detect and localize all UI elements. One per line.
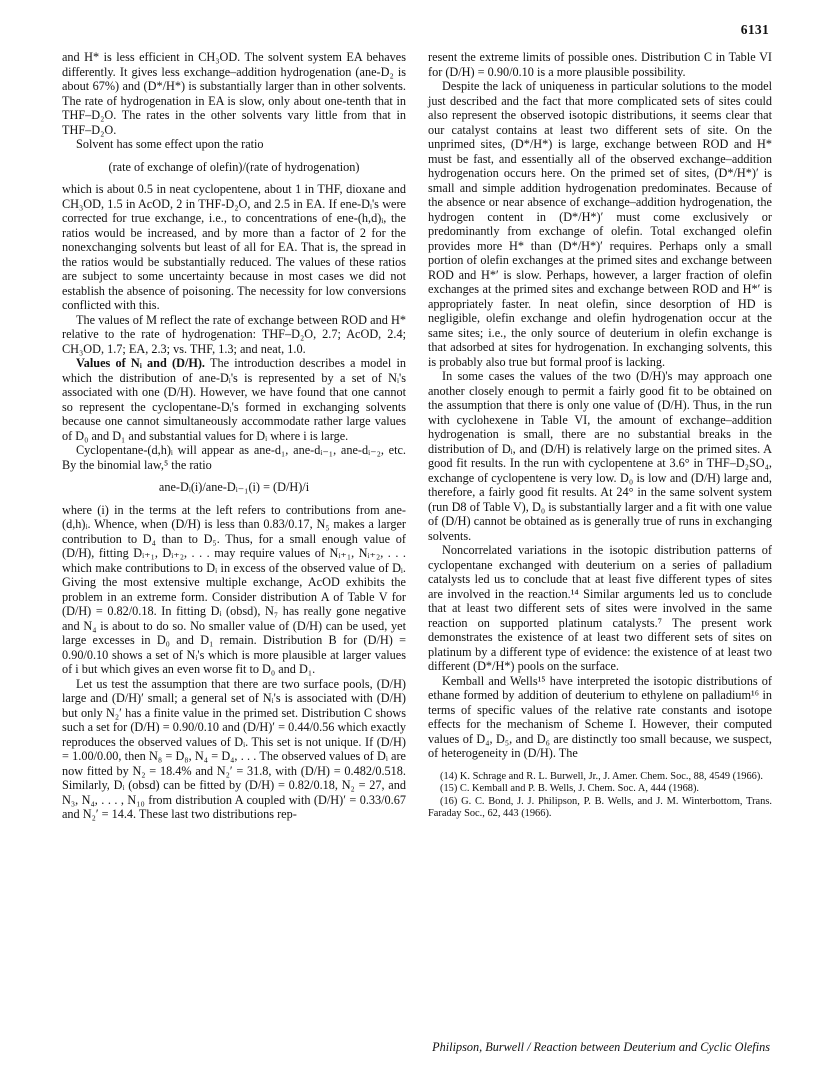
paragraph-text: The values of M reflect the rate of exchange between ROD and H* relative to the rate of hydrogenation: THF–D₂O, 2.7; AcOD, 2.4; CH₃OD, 1.7; EA, 2.3; vs. THF, 1.3; and neat, 1.0.	[62, 312, 406, 356]
page-number: 6131	[740, 22, 769, 37]
paragraph-text: Noncorrelated variations in the isotopic distribution patterns of cyclopentane exchanged with deuterium on a series of palladium catalysts led us to conclude that at least five different types of sites are involved in the reaction.¹⁴ Similar arguments led us to conclude that at least two different sets of sites were involved in the same reaction on supported platinum catalysts.⁷ The present work demonstrates the existence of at least two different sets of sites on platinum by a different type of evidence: the existence of at least two different (D*/H*) pools on the surface.	[428, 543, 772, 673]
paragraph-continued	[62, 50, 406, 137]
paragraph	[428, 369, 772, 543]
paragraph-text: The introduction describes a model in which the distribution of ane-Dᵢ's is represented by a set of Nᵢ's associated with one (D/H). However, we have found that one cannot so represent the cyclopentane-Dᵢ's formed in exchanging solvents because one cannot simultaneously accommodate rather large values of D₀ and D₁ and substantial values for Dᵢ where i is large.	[62, 356, 406, 443]
paragraph-text: resent the extreme limits of possible ones. Distribution C in Table VI for (D/H) = 0.90/0.10 is a more plausible possibility.	[428, 50, 772, 79]
display-equation	[62, 480, 406, 495]
paragraph-text: which is about 0.5 in neat cyclopentene, about 1 in THF, dioxane and CH₃OD, 1.5 in AcOD, 2 in THF-D₂O, and 2.5 in EA. If ene-Dᵢ's were corrected for true exchange, i.e., to concentrations of ene-(h,d)ᵢ, the ratios would be increased, and by more than a factor of 2 for the nonexchanging solvents but least of all for EA. That is, the spread in the ratios would be substantially reduced. The values of these ratios are subject to some uncertainty because in most cases we did not establish the absence of poisoning. The necessity for low conversions conflicted with this.	[62, 182, 406, 312]
paragraph-text: In some cases the values of the two (D/H)'s may approach one another closely enough to permit a fairly good fit to be obtained on the assumption that there is only one value of (D/H). Thus, in the run with cyclohexene in Table VI, the amount of exchange–addition hydrogenation is small, there are no substantial breaks in the distribution of Dᵢ, and (D/H) is relatively large on the primed sites. A good fit results. In the run with cyclopentene at 3.6° in THF–D₂SO₄, exchange of cyclopentene is very low. D₀ is low and (D/H) large and, therefore, a fairly good fit results. At 24° in the same solvent system (run D8 of Table V), D₀ is substantially larger and a fit with one value of (D/H) cannot be obtained as is generally true of runs in exchanging solvents.	[428, 369, 772, 543]
footnote: (16) G. C. Bond, J. J. Philipson, P. B. Wells, and J. M. Winterbottom, Trans. Faraday Soc., 62, 443 (1966).	[428, 795, 772, 820]
paragraph-text: where (i) in the terms at the left refers to contributions from ane-(d,h)ᵢ. Whence, when (D/H) is less than 0.83/0.17, N₅ makes a larger contribution to D₄ than to D₅. Thus, for a small enough value of (D/H), fitting Dᵢ₊₁, Dᵢ₊₂, . . . may require values of Nᵢ₊₁, Nᵢ₊₂, . . . which make contributions to Dᵢ in excess of the observed value of Dᵢ. Giving the most extensive multiple exchange, AcOD exhibits the problem in an extreme form. Consider distribution A of Table V for (D/H) = 0.82/0.18. In fitting Dᵢ (obsd), N₇ has really gone negative and N₄ is about to do so. No smaller value of (D/H) can be used, yet large excesses in D₀ and D₁ remain. Distribution B for (D/H) = 0.90/0.10 shows a set of Nᵢ's which is more plausible at larger values of i but which gives an even worse fit to D₀ and D₁.	[62, 502, 406, 676]
paragraph	[428, 674, 772, 761]
paragraph-text: Kemball and Wells¹⁵ have interpreted the isotopic distributions of ethane formed by addition of deuterium to ethylene on palladium¹⁶ in terms of specific values of the relative rate constants and isotope effects for the mechanism of Scheme I. However, their computed values of D₄, D₅, and D₆ are distinctly too small because, we suspect, of heterogeneity in (D/H). The	[428, 673, 772, 760]
paragraph-text: Cyclopentane-(d,h)ᵢ will appear as ane-d₁, ane-dᵢ₋₁, ane-dᵢ₋₂, etc. By the binomial law,⁵ the ratio	[62, 443, 406, 472]
paragraph	[62, 677, 406, 822]
paragraph-text: Solvent has some effect upon the ratio	[76, 137, 264, 151]
paragraph-text: ane-Dᵢ(i)/ane-Dᵢ₋₁(i) = (D/H)/i	[158, 480, 310, 494]
paragraph-continued	[62, 182, 406, 313]
section-heading: Values of Nᵢ and (D/H).	[76, 356, 205, 370]
footnote: (15) C. Kemball and P. B. Wells, J. Chem. Soc. A, 444 (1968).	[440, 783, 700, 795]
paragraph	[428, 79, 772, 369]
footnotes	[428, 771, 772, 821]
paragraph-text: Despite the lack of uniqueness in particular solutions to the model just described and the fact that more complicated sets of sites could also represent the observed isotopic distributions, it seems clear that our catalyst contains at least two different sets of site. On the unprimed sites, (D*/H*) is large, exchange between ROD and H* must be fast, and essentially all of the observed exchange–addition hydrogenation occurs here. On the primed set of sites, (D*/H*)′ is small and simple addition hydrogenation predominates. Because of the absence or near absence of exchange–addition hydrogenation, the hydrogen content in (D*/H*)′ must come exclusively or predominantly from exchange of olefin. Total exchanged olefin provides more H* than (D*/H*)′ requires. Perhaps only a small portion of olefin exchanges at the primed sites and exchange between ROD and H*′ is slow. Perhaps, however, a larger fraction of olefin exchanges at the primed sites and exchange between ROD and H*′ is appropriately faster. In neat olefin, since desorption of HD is negligible, olefin exchange and olefin hydrogenation occur at the same sites; i.e., the only source of deuterium in olefin exchange is that adsorbed at sites for hydrogenation. In exchanging solvents, this is probably also true but formal proof is lacking.	[428, 79, 772, 369]
left-column	[62, 50, 406, 822]
paragraph	[62, 313, 406, 357]
paragraph	[62, 443, 406, 472]
footnote: (14) K. Schrage and R. L. Burwell, Jr., J. Amer. Chem. Soc., 88, 4549 (1966).	[440, 770, 763, 782]
running-footer: Philipson, Burwell / Reaction between Deuterium and Cyclic Olefins	[432, 1040, 770, 1054]
right-column	[428, 50, 772, 821]
paragraph-text: Let us test the assumption that there are two surface pools, (D/H) large and (D/H)′ small; a general set of Nᵢ's is associated with (D/H) but only N₂′ has a finite value in the primed set. Distribution C shows such a set for (D/H) = 0.90/0.10 and (D/H)′ = 0.44/0.56 which exactly reproduces the observed values of Dᵢ. This set is not unique. If (D/H) = 1.00/0.00, then N₈ = D₈, N₄ = D₄, . . . The observed values of Dᵢ are now fitted by N₂ = 18.4% and N₂′ = 31.8, with (D/H) = 0.482/0.518. Similarly, Dᵢ (obsd) can be fitted by (D/H) = 0.82/0.18, N₂ = 27, and N₃, N₄, . . . , N₁₀ from distribution A coupled with (D/H)′ = 0.33/0.67 and N₂′ = 14.4. These last two distributions rep-	[62, 676, 406, 821]
paragraph-text: and H* is less efficient in CH₃OD. The solvent system EA behaves differently. It gives less exchange–addition hydrogenation (ane-D₂ is about 67%) and (D*/H*) is substantially larger than in other solvents. The rate of hydrogenation in EA is slow, only about one-tenth that in THF–D₂O. The rates in the other solvents vary little from that in THF–D₂O.	[62, 50, 406, 137]
paragraph-text: (rate of exchange of olefin)/(rate of hydrogenation)	[108, 159, 360, 174]
paragraph	[428, 543, 772, 674]
paragraph-continued	[428, 50, 772, 79]
paragraph	[62, 137, 406, 152]
paragraph	[62, 356, 406, 443]
right-column-body	[428, 50, 772, 761]
paragraph-continued	[62, 503, 406, 677]
display-equation	[62, 160, 406, 175]
